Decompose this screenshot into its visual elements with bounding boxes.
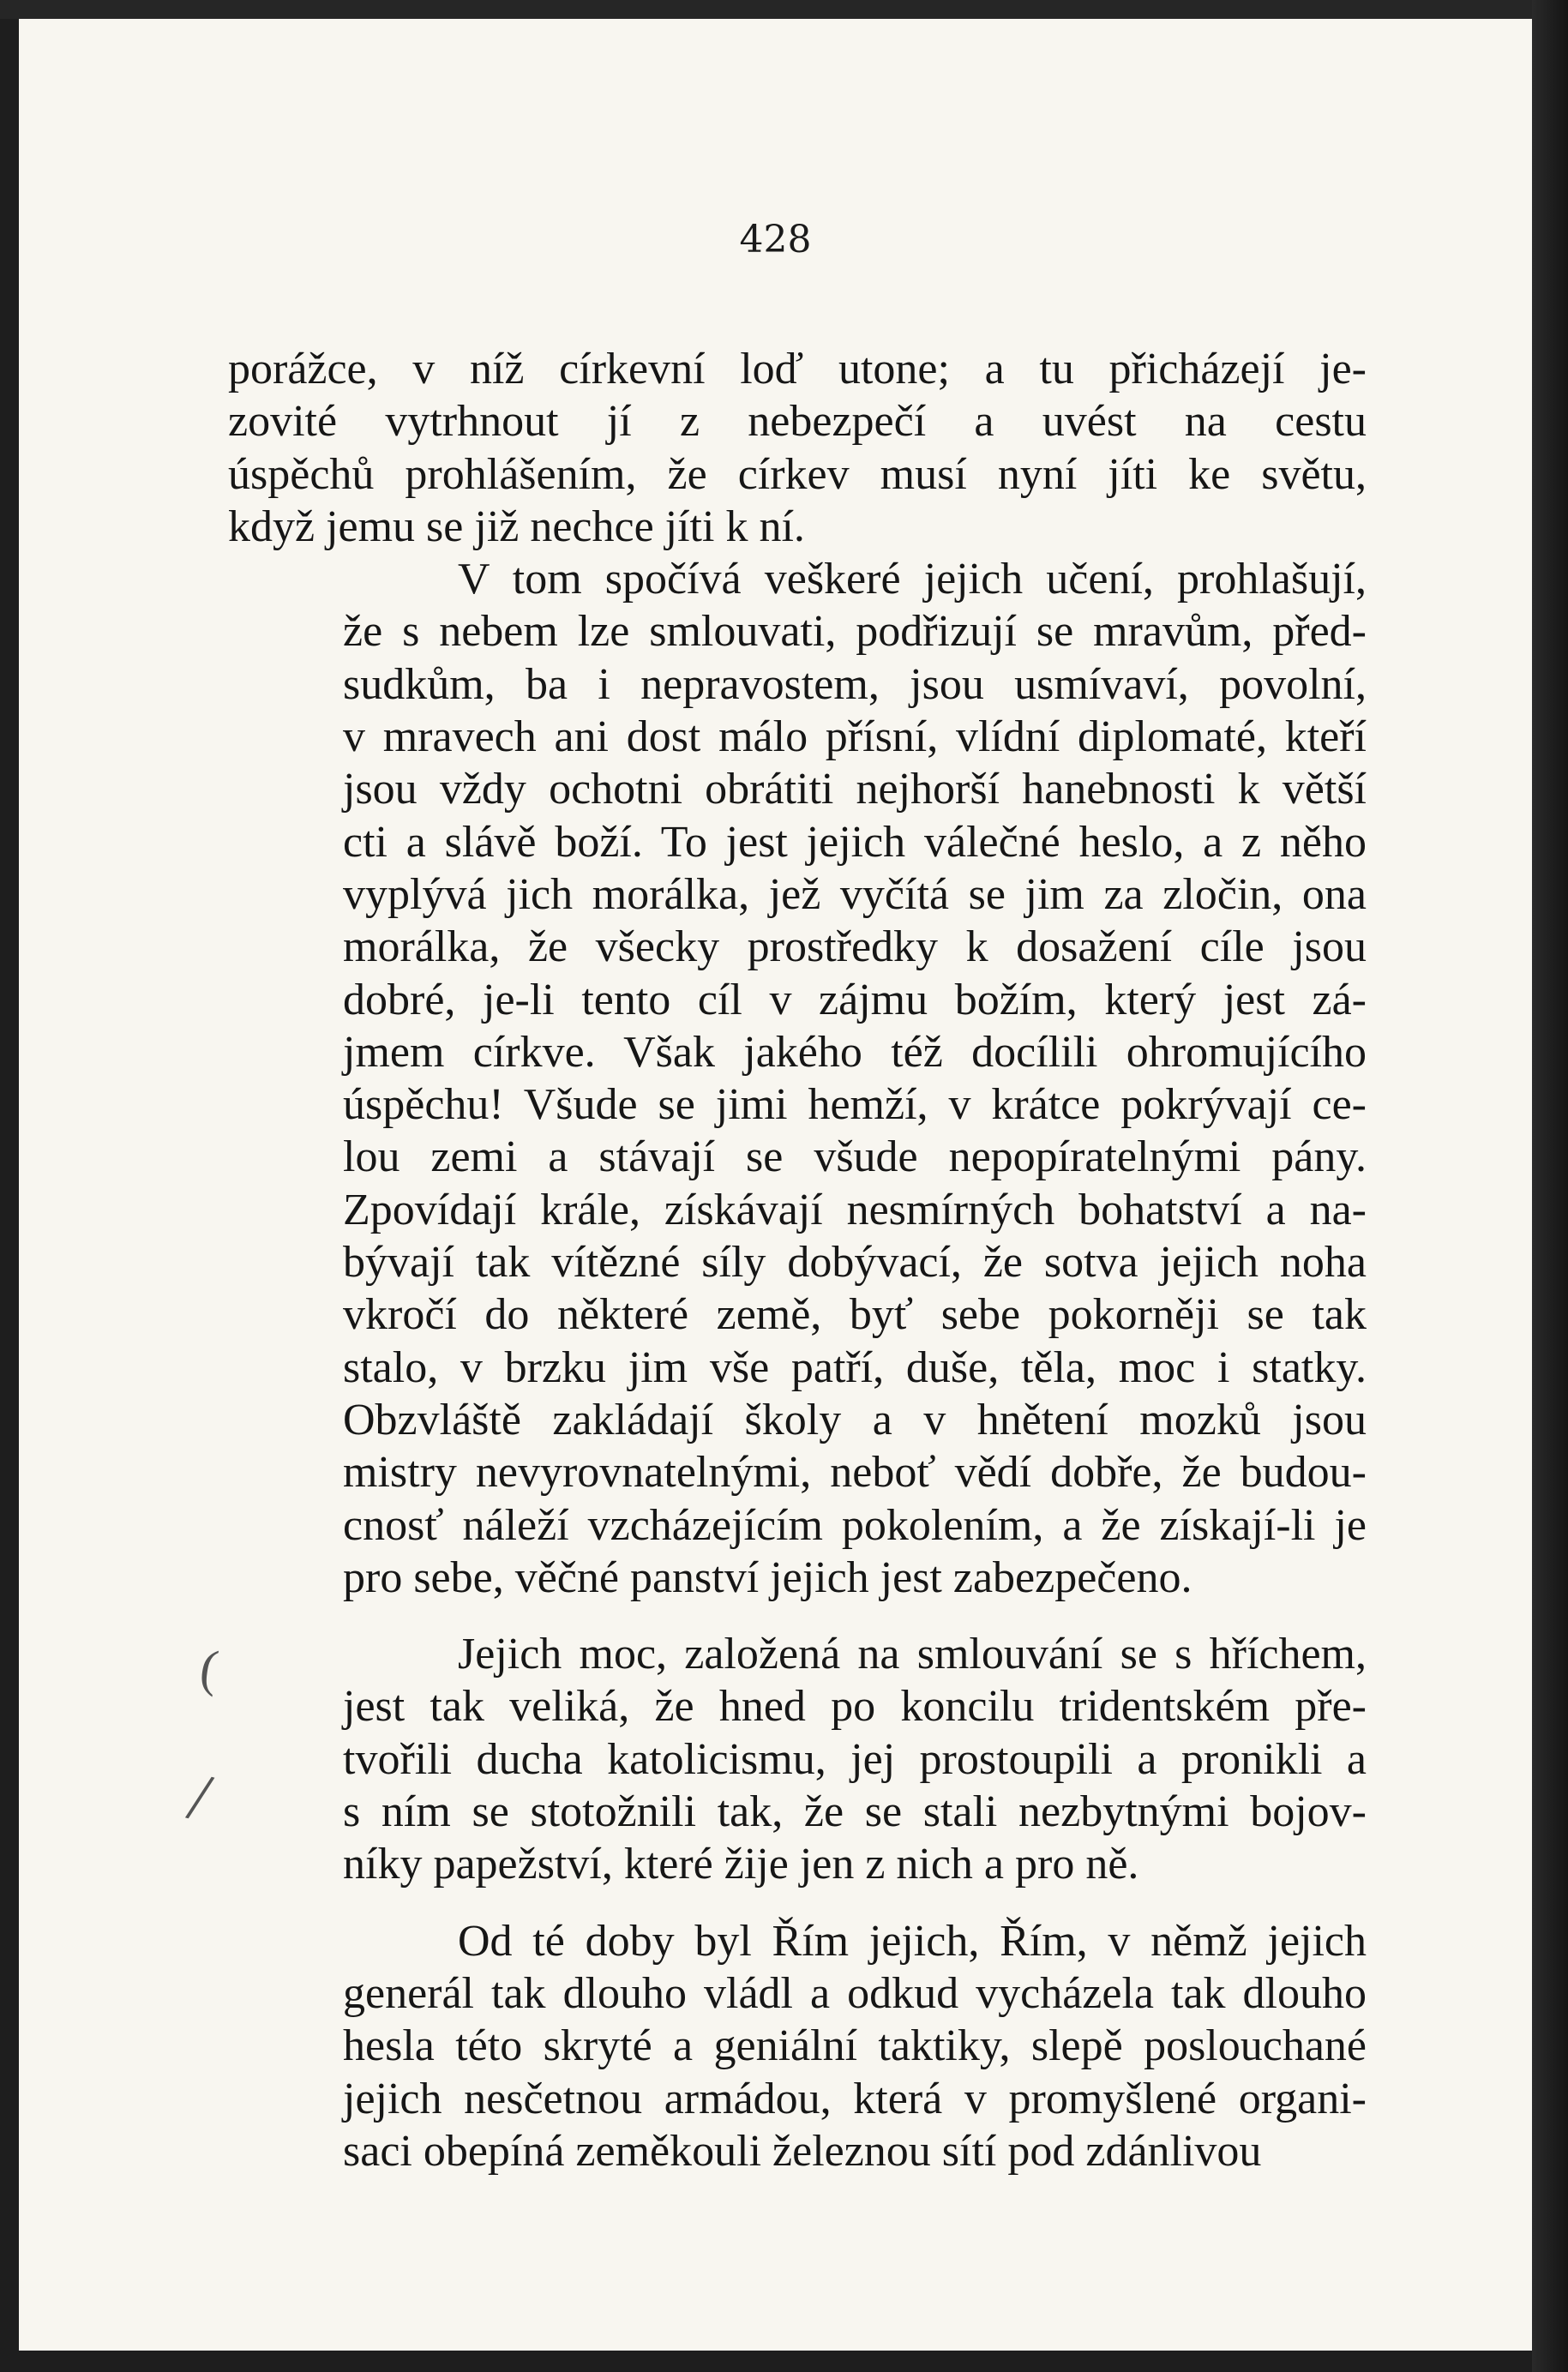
text-line: Obzvláště zakládají školy a v hnětení mozků jsou xyxy=(343,1395,1367,1444)
text-line: s ním se stotožnili tak, že se stali nezbytnými bojov- xyxy=(343,1787,1367,1837)
text-line: že s nebem lze smlouvati, podřizují se mravům, před- xyxy=(343,607,1367,657)
text-line: morálka, že všecky prostředky k dosažení cíle jsou xyxy=(343,922,1367,972)
text-line: v mravech ani dost málo přísní, vlídní diplomaté, kteří xyxy=(343,712,1367,762)
text-line: Jejich moc, založená na smlouvání se s hříchem, xyxy=(458,1630,1367,1679)
text-line: vyplývá jich morálka, jež vyčítá se jim za zločin, ona xyxy=(343,869,1367,919)
text-line: vkročí do některé země, byť sebe pokorněji se tak xyxy=(343,1290,1367,1340)
text-line: stalo, v brzku jim vše patří, duše, těla, moc i statky. xyxy=(343,1342,1367,1392)
text-line: saci obepíná zeměkouli železnou sítí pod zdánlivou xyxy=(343,2126,1262,2176)
text-line: úspěchů prohlášením, že církev musí nyní jíti ke světu, xyxy=(228,449,1367,499)
text-line: zovité vytrhnout jí z nebezpečí a uvést na cestu xyxy=(228,397,1367,447)
text-line: mistry nevyrovnatelnými, neboť vědí dobře, že budou- xyxy=(343,1448,1367,1498)
text-line: pro sebe, věčné panství jejich jest zabezpečeno. xyxy=(343,1552,1193,1602)
text-line: Od té doby byl Řím jejich, Řím, v němž jejich xyxy=(458,1916,1367,1966)
text-line: sudkům, ba i nepravostem, jsou usmívaví, povolní, xyxy=(343,659,1367,709)
text-line: jsou vždy ochotni obrátiti nejhorší hanebnosti k větší xyxy=(343,765,1367,814)
text-line: bývají tak vítězné síly dobývací, že sotva jejich noha xyxy=(343,1238,1367,1288)
text-line: lou zemi a stávají se všude nepopíratelnými pány. xyxy=(343,1132,1367,1182)
paragraph xyxy=(228,553,1367,1604)
margin-pencil-mark: / xyxy=(181,1758,219,1837)
text-line: cti a slávě boží. To jest jejich válečné heslo, a z něho xyxy=(343,817,1367,867)
text-line: jmem církve. Však jakého též docílili ohromujícího xyxy=(343,1027,1367,1077)
text-line: když jemu se již nechce jíti k ní. xyxy=(228,501,805,551)
paragraph xyxy=(228,1915,1367,2177)
book-page xyxy=(19,19,1532,2351)
body-text xyxy=(228,343,1367,2177)
text-line: cnosť náleží vzcházejícím pokolením, a že získají-li je xyxy=(343,1500,1367,1550)
scan-right-edge xyxy=(1532,0,1568,2372)
text-line: níky papežství, které žije jen z nich a pro ně. xyxy=(343,1840,1139,1889)
text-line: úspěchu! Všude se jimi hemží, v krátce pokrývají ce- xyxy=(343,1080,1367,1130)
paragraph xyxy=(228,343,1367,553)
scan-top-edge xyxy=(0,0,1568,19)
text-line: Zpovídají krále, získávají nesmírných bohatství a na- xyxy=(343,1185,1367,1234)
text-line: generál tak dlouho vládl a odkud vycházela tak dlouho xyxy=(343,1968,1367,2018)
text-line: jejich nesčetnou armádou, která v promyšlené organi- xyxy=(343,2074,1367,2123)
paragraph xyxy=(228,1628,1367,1890)
text-line: V tom spočívá veškeré jejich učení, prohlašují, xyxy=(458,555,1367,604)
text-line: hesla této skryté a geniální taktiky, slepě poslouchané xyxy=(343,2021,1367,2071)
text-line: porážce, v níž církevní loď utone; a tu přicházejí je- xyxy=(228,345,1367,393)
text-line: tvořili ducha katolicismu, jej prostoupili a pronikli a xyxy=(343,1734,1367,1784)
page-number: 428 xyxy=(739,218,812,261)
text-line: dobré, je-li tento cíl v zájmu božím, který jest zá- xyxy=(343,975,1367,1024)
margin-pencil-mark: ( xyxy=(196,1638,222,1698)
text-line: jest tak veliká, že hned po koncilu tridentském pře- xyxy=(343,1682,1367,1732)
